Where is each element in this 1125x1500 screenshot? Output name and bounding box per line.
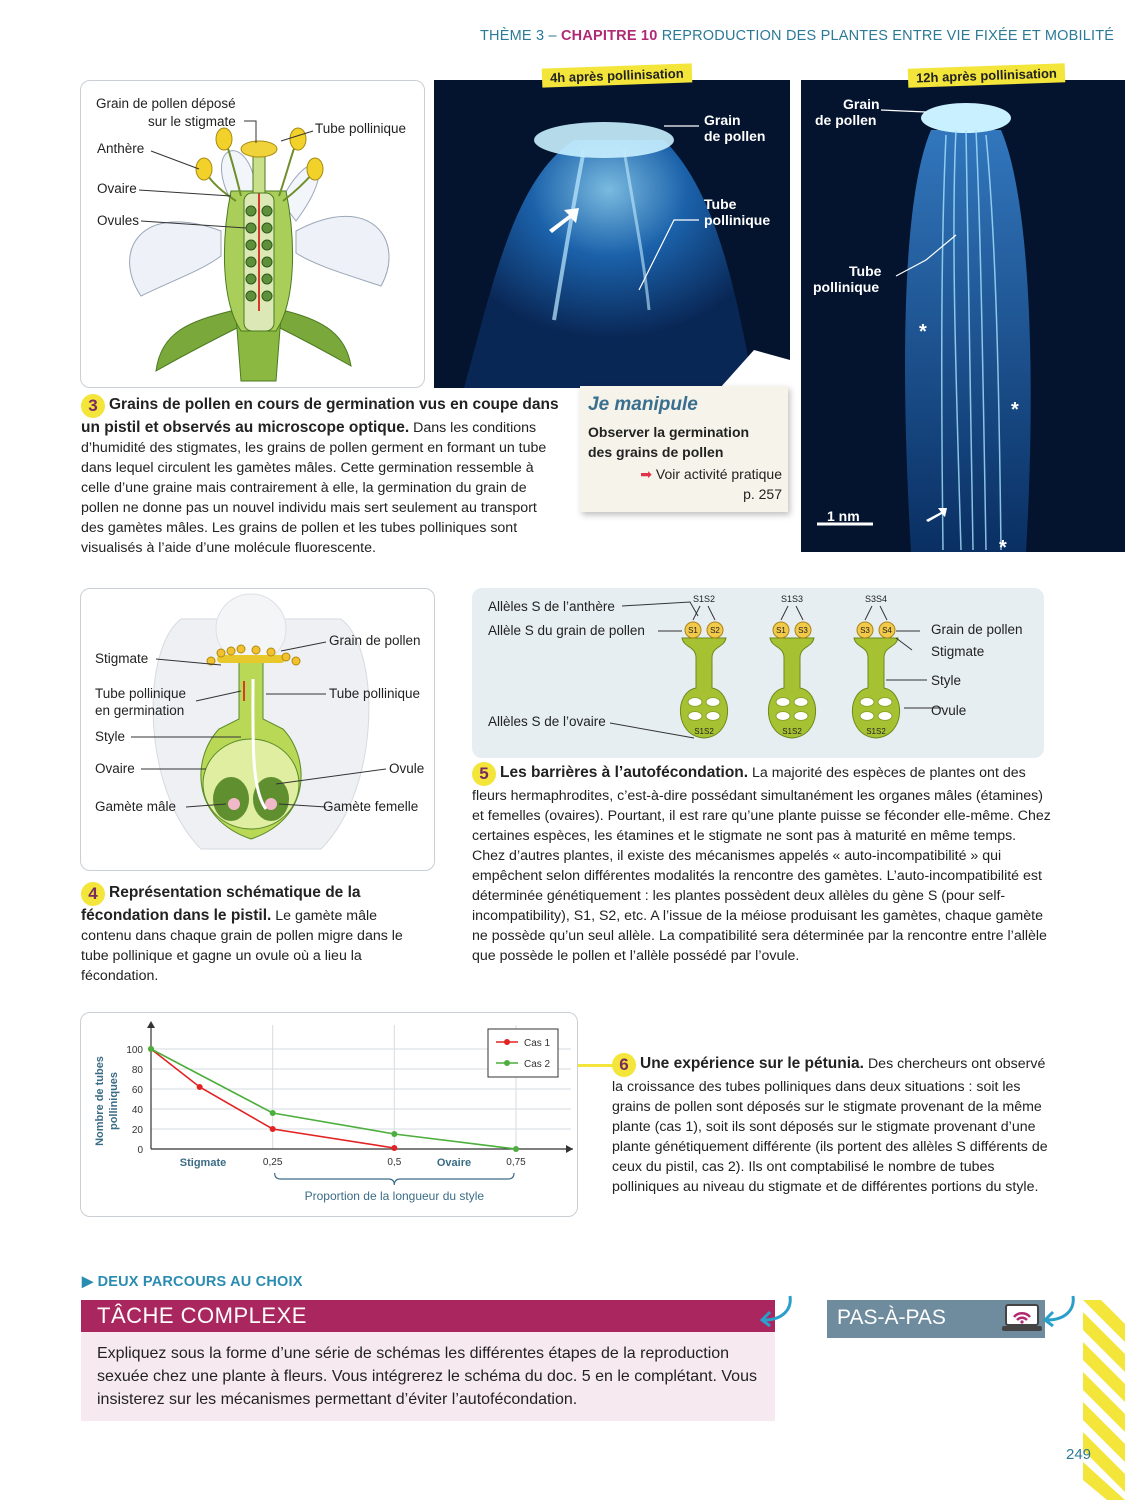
data-point — [148, 1046, 154, 1052]
manipule-link-page[interactable]: p. 257 — [743, 486, 782, 502]
doc5-label-ovaire: Allèles S de l’ovaire — [488, 714, 606, 729]
x-axis-arrow — [566, 1145, 573, 1153]
doc3-number-badge: 3 — [81, 394, 105, 418]
micro2-label-grain2: de pollen — [815, 112, 877, 128]
pistil-body — [680, 638, 727, 738]
parcours-heading — [82, 1274, 303, 1290]
pollen-allele-2: S3 — [798, 626, 808, 635]
pistil-1 — [680, 594, 727, 738]
ovule — [688, 712, 702, 721]
doc4-title: Représentation schématique de la fécondation dans le pistil. — [81, 884, 361, 924]
tache-complexe-text: Expliquez sous la forme d’une série de schémas les différentes étapes de la reproduction sexuée chez une plante à fleurs. Vous intégrerez le schéma du doc. 5 en le complétant. Vous insisterez sur les mécanismes permettant d’éviter l’autofécondation. — [81, 1332, 775, 1421]
theme-label: THÈME 3 – — [480, 28, 557, 44]
pistil-body — [852, 638, 899, 738]
arrow-line — [781, 606, 788, 620]
doc4-label-style: Style — [95, 729, 126, 744]
data-point — [391, 1131, 397, 1137]
doc4-label-grain: Grain de pollen — [329, 633, 421, 648]
data-point — [391, 1145, 397, 1151]
label-tube-pollinique: Tube pollinique — [315, 121, 407, 136]
doc4-label-ovule: Ovule — [389, 761, 425, 776]
doc6-connector — [578, 1064, 616, 1067]
y-tick-label: 20 — [131, 1125, 143, 1136]
doc3-caption — [81, 394, 561, 558]
ovule — [878, 698, 892, 707]
ovule — [860, 698, 874, 707]
x-annotation-stigmate: Stigmate — [179, 1157, 227, 1169]
micro1-label-grain2: de pollen — [704, 128, 766, 144]
doc5-label-right-style: Style — [931, 673, 962, 688]
micro2-scale-bar: 1 nm — [827, 508, 860, 524]
pistil-anther-alleles: S1S2 — [692, 594, 716, 604]
data-point — [270, 1126, 276, 1132]
y-tick-label: 0 — [137, 1145, 143, 1156]
doc6-caption — [612, 1053, 1052, 1197]
manipule-text1: Observer la germination — [588, 424, 750, 440]
arrow-line — [880, 606, 887, 620]
legend-label: Cas 1 — [524, 1038, 551, 1049]
pollen-allele-2: S4 — [882, 626, 892, 635]
manipule-link-text[interactable]: Voir activité pratique — [655, 466, 782, 482]
legend-marker — [504, 1060, 510, 1066]
ovule — [860, 712, 874, 721]
pistil-anther-alleles: S1S3 — [780, 594, 804, 604]
arrow-line — [708, 606, 715, 620]
y-tick-label: 60 — [131, 1085, 143, 1096]
parcours-label: DEUX PARCOURS AU CHOIX — [97, 1274, 303, 1290]
micro1-label-grain: Grain — [704, 112, 741, 128]
y-axis-label-2: polliniques — [108, 1071, 120, 1131]
pistil-2 — [768, 594, 815, 738]
pollen-allele-1: S1 — [688, 626, 698, 635]
doc5-text: La majorité des espèces de plantes ont des fleurs hermaphrodites, c’est-à-dire possédant simultanément les organes mâles (étamines) et femelles (ovaires). Pourtant, il est rare qu’une plante puisse se féconder elle-même. Chez certaines espèces, les étamines et le stigmate ne sont pas à maturité en même temps. Chez d’autres plantes, il existe des mécanismes appelés « auto-incompatibilité » qui empêchent selon différentes modalités la rencontre des gamètes. L’auto-incompatibilité est déterminée génétiquement : les plantes possèdent deux allèles du gène S (pour self-incompatibility), S1, S2, etc. A l’issue de la méiose produisant les gamètes, chaque gamète ne possède qu’un seul allèle. La compatibilité sera déterminée par la rencontre entre l’allèle que possède le pollen et l’allèle possédé par l’ovule. — [472, 765, 1051, 964]
micro2-label-tube: Tube — [849, 263, 882, 279]
doc4-text: Le gamète mâle contenu dans chaque grain de pollen migre dans le tube pollinique et gagne un ovule où a lieu la fécondation. — [81, 908, 403, 984]
decorative-stripes — [1083, 1300, 1125, 1500]
pollen-allele-2: S2 — [710, 626, 720, 635]
ovule — [794, 698, 808, 707]
ovule — [878, 712, 892, 721]
pistil-ovary-alleles: S1S2 — [782, 727, 802, 736]
series-line-2 — [151, 1049, 516, 1149]
doc3-text: Dans les conditions d’humidité des stigmates, les grains de pollen germent en formant un tube dans lequel circulent les gamètes mâles. Cette germination ressemble à celle d’une graine mais contrairement à elle, la germination du grain de pollen ne donne pas un nouvel individu mais sert seulement au transport des gamètes mâles. Les grains de pollen et les tubes polliniques sont visualisés à l’aide d’une molécule fluorescente. — [81, 420, 547, 556]
doc4-label-tube: Tube pollinique — [329, 686, 421, 701]
data-point — [197, 1084, 203, 1090]
tag-4h: 4h après pollinisation — [542, 63, 692, 87]
y-tick-label: 40 — [131, 1105, 143, 1116]
pollen-allele-1: S3 — [860, 626, 870, 635]
doc4-label-tube-germ2: en germination — [95, 703, 185, 718]
triangle-right-icon: ▶ — [82, 1274, 94, 1290]
doc5-number-badge: 5 — [472, 762, 496, 786]
doc5-label-right-stigmate: Stigmate — [931, 644, 985, 659]
chapter-header — [480, 28, 1115, 44]
doc4-caption — [81, 882, 426, 986]
ovule — [794, 712, 808, 721]
label-ovaire: Ovaire — [97, 181, 137, 196]
pollen-allele-1: S1 — [776, 626, 786, 635]
x-annotation-ovaire: Ovaire — [436, 1157, 472, 1169]
micro2-star-1: * — [919, 321, 927, 343]
doc4-label-tube-germ1: Tube pollinique — [95, 686, 187, 701]
curved-arrow-icon — [752, 1290, 798, 1328]
pistil-diagram — [81, 589, 436, 872]
chart-legend — [488, 1029, 558, 1077]
x-axis-label: Proportion de la longueur du style — [304, 1189, 485, 1203]
curved-arrow-icon-2 — [1035, 1290, 1081, 1328]
doc4-label-gamete-male: Gamète mâle — [95, 799, 177, 814]
chapter-title: REPRODUCTION DES PLANTES ENTRE VIE FIXÉE ET MOBILITÉ — [661, 28, 1115, 44]
ovule — [776, 698, 790, 707]
pistil-3 — [852, 594, 899, 738]
doc6-title: Une expérience sur le pétunia. — [640, 1055, 864, 1072]
tache-complexe-title[interactable]: TÂCHE COMPLEXE — [81, 1300, 775, 1332]
pistil-body — [768, 638, 815, 738]
pistil-ovary-alleles: S1S2 — [866, 727, 886, 736]
micro1-label-tube: Tube — [704, 196, 737, 212]
micrograph-12h — [801, 80, 1125, 552]
arrow-line — [865, 606, 872, 620]
doc5-label-anthere: Allèles S de l’anthère — [488, 599, 615, 614]
micro2-label-tube2: pollinique — [813, 279, 880, 295]
ovule — [706, 698, 720, 707]
pas-a-pas-label[interactable]: PAS-À-PAS — [837, 1306, 946, 1329]
x-brace — [275, 1173, 514, 1185]
ovule — [706, 712, 720, 721]
manipule-link[interactable] — [640, 464, 782, 484]
page-number: 249 — [1066, 1446, 1092, 1463]
legend-label: Cas 2 — [524, 1059, 551, 1070]
je-manipule-box — [580, 386, 788, 512]
doc5-label-right-grain: Grain de pollen — [931, 622, 1023, 637]
flower-section-figure — [80, 80, 425, 388]
y-axis-label: Nombre de tubes — [94, 1056, 106, 1146]
pistil-ovary-alleles: S1S2 — [694, 727, 714, 736]
self-incompatibility-diagram — [472, 588, 1044, 758]
doc5-caption — [472, 762, 1052, 966]
data-point — [270, 1110, 276, 1116]
micrograph-12h-image — [801, 80, 1125, 552]
manipule-text2: des grains de pollen — [588, 444, 724, 460]
pistil-diagram-figure — [80, 588, 435, 871]
doc4-number-badge: 4 — [81, 882, 105, 906]
pollen-tube-chart-figure — [80, 1012, 578, 1217]
chapter-label: CHAPITRE 10 — [560, 28, 658, 44]
doc3-title: Grains de pollen en cours de germination vus en coupe dans un pistil et observés au microscope optique. — [81, 396, 559, 436]
data-point — [513, 1146, 519, 1152]
tag-12h: 12h après pollinisation — [908, 63, 1065, 87]
label-anthere: Anthère — [97, 141, 145, 156]
x-tick-label: 0,5 — [387, 1157, 402, 1168]
doc6-text: Des chercheurs ont observé la croissance des tubes polliniques dans deux situations : soit les grains de pollen sont déposés sur le stigmate provenant de la même plante (cas 1), soit ils sont déposés sur le stigmate provenant d’une plante génétiquement différente (ils portent des allèles S différents de ceux du pistil, cas 2). Ils ont comptabilisé le nombre de tubes polliniques au niveau du stigmate et de différentes portions du style. — [612, 1056, 1048, 1195]
y-tick-label: 100 — [126, 1045, 143, 1056]
arrow-right-icon: ➡ — [640, 466, 653, 482]
arrow-line — [796, 606, 803, 620]
doc5-title: Les barrières à l’autofécondation. — [500, 764, 749, 781]
label-sur-stigmate: sur le stigmate — [148, 114, 236, 129]
doc4-label-gamete-femelle: Gamète femelle — [323, 799, 419, 814]
tache-complexe-box[interactable] — [81, 1300, 775, 1421]
x-tick-label: 0,75 — [506, 1157, 526, 1168]
doc4-label-ovaire: Ovaire — [95, 761, 135, 776]
pistil-anther-alleles: S3S4 — [864, 594, 888, 604]
y-axis-arrow — [147, 1021, 155, 1028]
doc5-label-grain: Allèle S du grain de pollen — [488, 623, 645, 638]
doc6-number-badge: 6 — [612, 1053, 636, 1077]
legend-marker — [504, 1039, 510, 1045]
y-tick-label: 80 — [131, 1065, 143, 1076]
pollen-tube-chart — [81, 1013, 579, 1218]
micro2-label-grain: Grain — [843, 96, 880, 112]
doc4-label-stigmate: Stigmate — [95, 651, 149, 666]
manipule-title: Je manipule — [588, 394, 698, 415]
micro2-star-2: * — [1011, 399, 1019, 421]
doc5-label-right-ovule: Ovule — [931, 703, 967, 718]
label-grain-depose: Grain de pollen déposé — [96, 96, 236, 111]
micro1-label-tube2: pollinique — [704, 212, 771, 228]
ovule — [776, 712, 790, 721]
ovule — [688, 698, 702, 707]
x-tick-label: 0,25 — [262, 1157, 283, 1168]
micro2-star-3: * — [999, 537, 1007, 552]
label-ovules: Ovules — [97, 213, 140, 228]
micrograph-4h — [434, 80, 790, 388]
